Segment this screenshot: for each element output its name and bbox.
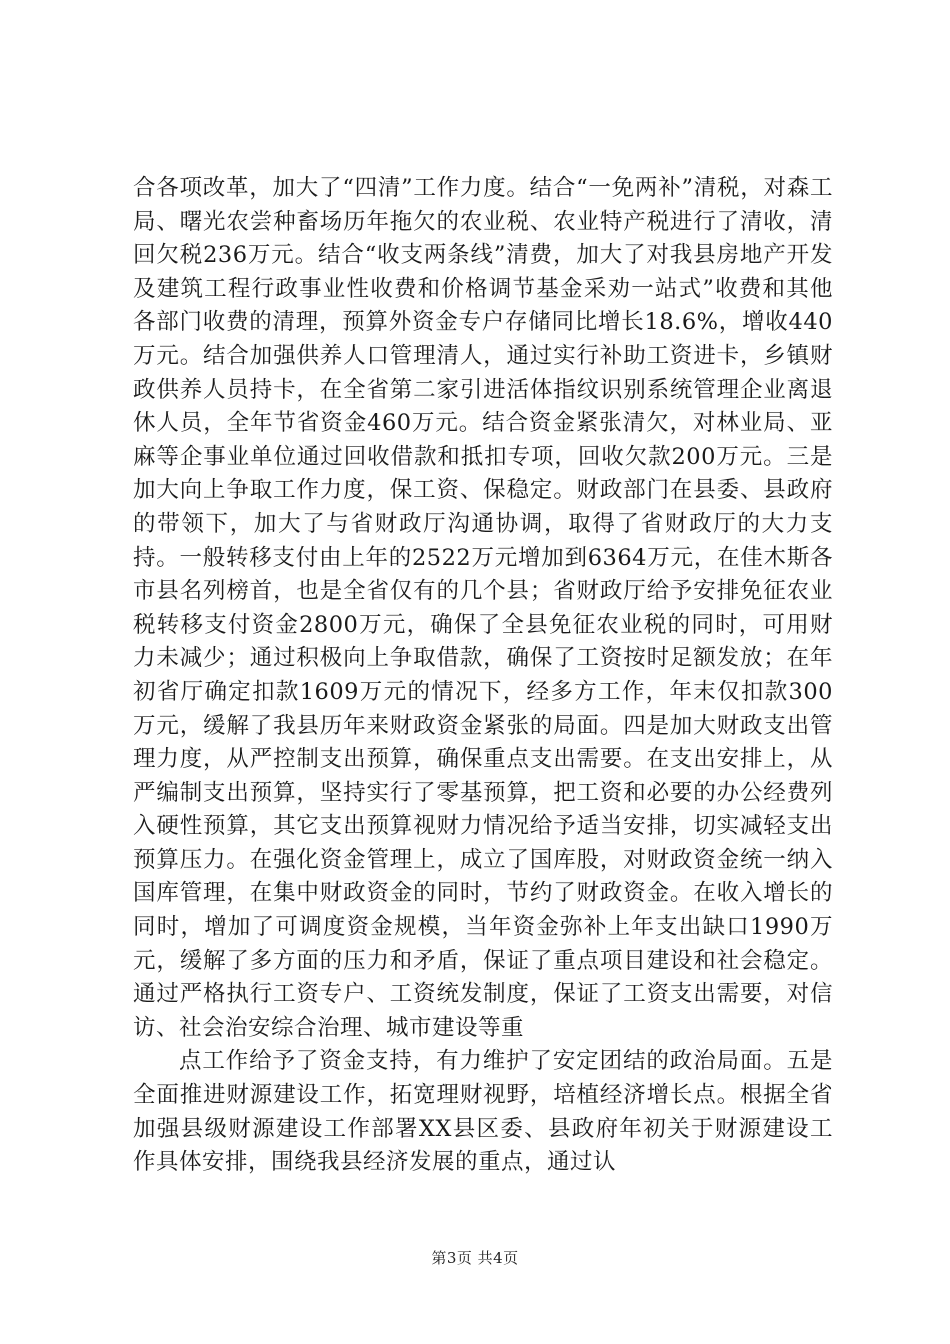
page-total: 共4页 bbox=[477, 1249, 519, 1267]
page-footer bbox=[0, 1248, 950, 1268]
document-body bbox=[133, 172, 833, 1180]
body-paragraph: 合各项改革，加大了“四清”工作力度。结合“一免两补”清税，对森工局、曙光农尝种畜场历年拖欠的农业税、农业特产税进行了清收，清回欠税236万元。结合“收支两条线”清费，加大了对我县房地产开发及建筑工程行政事业性收费和价格调节基金采劝一站式”收费和其他各部门收费的清理，预算外资金专户存储同比增长18.6%，增收440万元。结合加强供养人口管理清人，通过实行补助工资进卡，乡镇财政供养人员持卡，在全省第二家引进活体指纹识别系统管理企业离退休人员，全年节省资金460万元。结合资金紧张清欠，对林业局、亚麻等企事业单位通过回收借款和抵扣专项，回收欠款200万元。三是加大向上争取工作力度，保工资、保稳定。财政部门在县委、县政府的带领下，加大了与省财政厅沟通协调，取得了省财政厅的大力支持。一般转移支付由上年的2522万元增加到6364万元，在佳木斯各市县名列榜首，也是全省仅有的几个县；省财政厅给予安排免征农业税转移支付资金2800万元，确保了全县免征农业税的同时，可用财力未减少；通过积极向上争取借款，确保了工资按时足额发放；在年初省厅确定扣款1609万元的情况下，经多方工作，年末仅扣款300万元，缓解了我县历年来财政资金紧张的局面。四是加大财政支出管理力度，从严控制支出预算，确保重点支出需要。在支出安排上，从严编制支出预算，坚持实行了零基预算，把工资和必要的办公经费列入硬性预算，其它支出预算视财力情况给予适当安排，切实减轻支出预算压力。在强化资金管理上，成立了国库股，对财政资金统一纳入国库管理，在集中财政资金的同时，节约了财政资金。在收入增长的同时，增加了可调度资金规模，当年资金弥补上年支出缺口1990万元，缓解了多方面的压力和矛盾，保证了重点项目建设和社会稳定。通过严格执行工资专户、工资统发制度，保证了工资支出需要，对信访、社会治安综合治理、城市建设等重 bbox=[133, 175, 833, 1041]
body-paragraph: 点工作给予了资金支持，有力维护了安定团结的政治局面。五是全面推进财源建设工作，拓宽理财视野，培植经济增长点。根据全省加强县级财源建设工作部署XX县区委、县政府年初关于财源建设工作具体安排，围绕我县经济发展的重点，通过认 bbox=[133, 1048, 833, 1176]
page-number: 第3页 bbox=[431, 1249, 473, 1267]
